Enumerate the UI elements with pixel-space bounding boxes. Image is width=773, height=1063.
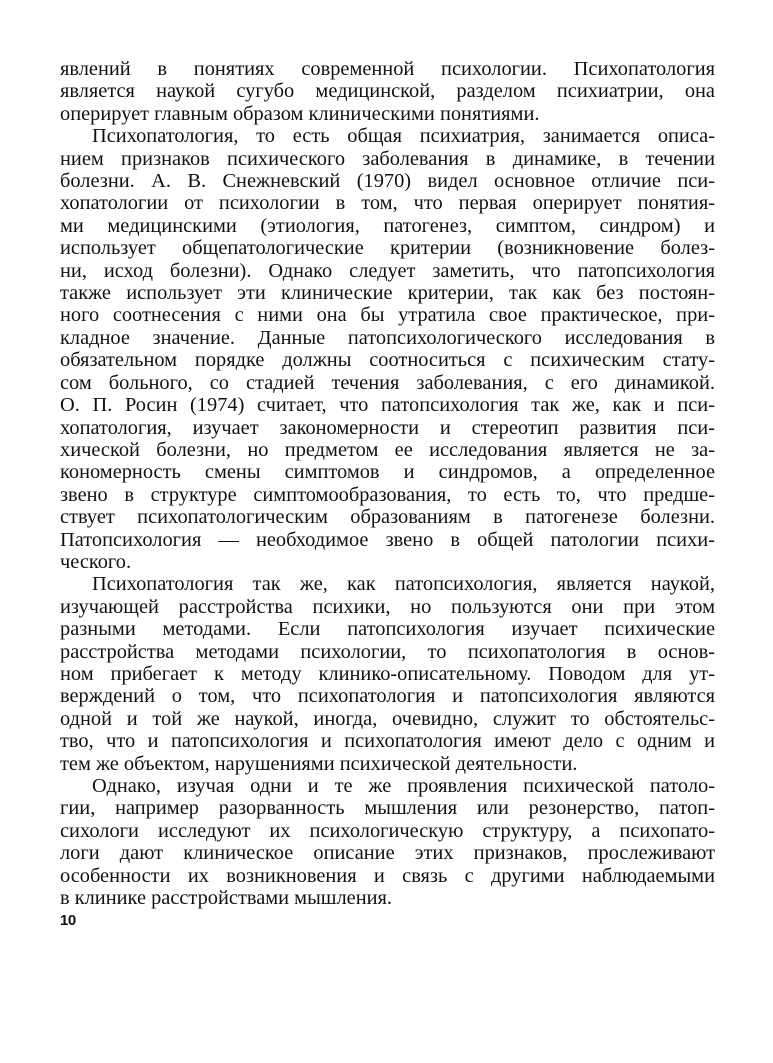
text-line: изучающей расстройства психики, но пользуются они при этом <box>60 595 715 618</box>
text-line: одной и той же наукой, иногда, очевидно, служит то обстоятельс- <box>60 707 715 730</box>
text-line: Психопатология, то есть общая психиатрия, занимается описа- <box>92 125 715 148</box>
text-line: кономерность смены симптомов и синдромов, а определенное <box>60 461 715 484</box>
text-line: ного соотнесения с ними она бы утратила свое практическое, при- <box>60 304 715 327</box>
page-body <box>60 58 715 909</box>
text-line: также использует эти клинические критерии, так как без постоян- <box>60 282 715 305</box>
text-line: является наукой сугубо медицинской, разделом психиатрии, она <box>60 80 715 103</box>
text-line: сихологи исследуют их психологическую структуру, а психопато- <box>60 819 715 842</box>
text-line: ческого. <box>60 550 132 573</box>
text-line: разными методами. Если патопсихология изучает психические <box>60 618 715 641</box>
text-line: тво, что и патопсихология и психопатология имеют дело с одним и <box>60 730 715 753</box>
text-line: Патопсихология — необходимое звено в общей патологии психи- <box>60 528 715 551</box>
text-line: хической болезни, но предметом ее исследования является не за- <box>60 438 715 461</box>
text-line: ствует психопатологическим образованиям в патогенезе болезни. <box>60 506 715 529</box>
text-line: кладное значение. Данные патопсихологического исследования в <box>60 326 715 349</box>
text-line: болезни. А. В. Снежневский (1970) видел основное отличие пси- <box>60 170 715 193</box>
text-line: нием признаков психического заболевания в динамике, в течении <box>60 147 715 170</box>
paragraph <box>60 573 715 775</box>
text-line: в клинике расстройствами мышления. <box>60 887 393 910</box>
paragraph <box>60 125 715 573</box>
text-line: обязательном порядке должны соотноситься с психическим стату- <box>60 349 715 372</box>
text-line: сом больного, со стадией течения заболевания, с его динамикой. <box>60 371 715 394</box>
text-line: ми медицинскими (этиология, патогенез, симптом, синдром) и <box>60 214 715 237</box>
text-line: верждений о том, что психопатология и патопсихология являются <box>60 685 715 708</box>
paragraph <box>60 775 715 909</box>
text-line: хопатология, изучает закономерности и стереотип развития пси- <box>60 416 715 439</box>
text-line: Психопатология так же, как патопсихология, является наукой, <box>92 573 715 596</box>
page-number: 10 <box>60 912 76 929</box>
text-line: использует общепатологические критерии (возникновение болез- <box>60 237 715 260</box>
text-line: расстройства методами психологии, то психопатология в основ- <box>60 640 715 663</box>
text-line: звено в структуре симптомообразования, то есть то, что предше- <box>60 483 715 506</box>
text-line: особенности их возникновения и связь с другими наблюдаемыми <box>60 864 715 887</box>
text-line: ни, исход болезни). Однако следует заметить, что патопсихология <box>60 259 715 282</box>
paragraph <box>60 58 715 125</box>
text-line: хопатологии от психологии в том, что первая оперирует понятия- <box>60 192 715 215</box>
text-line: Однако, изучая одни и те же проявления психической патоло- <box>92 775 715 797</box>
text-line: О. П. Росин (1974) считает, что патопсихология так же, как и пси- <box>60 394 715 417</box>
text-line: оперирует главным образом клиническими понятиями. <box>60 102 540 125</box>
text-line: явлений в понятиях современной психологии. Психопатология <box>60 58 715 80</box>
text-line: ном прибегает к методу клинико-описательному. Поводом для ут- <box>60 662 715 685</box>
text-line: тем же объектом, нарушениями психической деятельности. <box>60 752 578 775</box>
text-line: логи дают клиническое описание этих признаков, прослеживают <box>60 842 715 865</box>
text-line: гии, например разорванность мышления или резонерство, патоп- <box>60 797 715 820</box>
